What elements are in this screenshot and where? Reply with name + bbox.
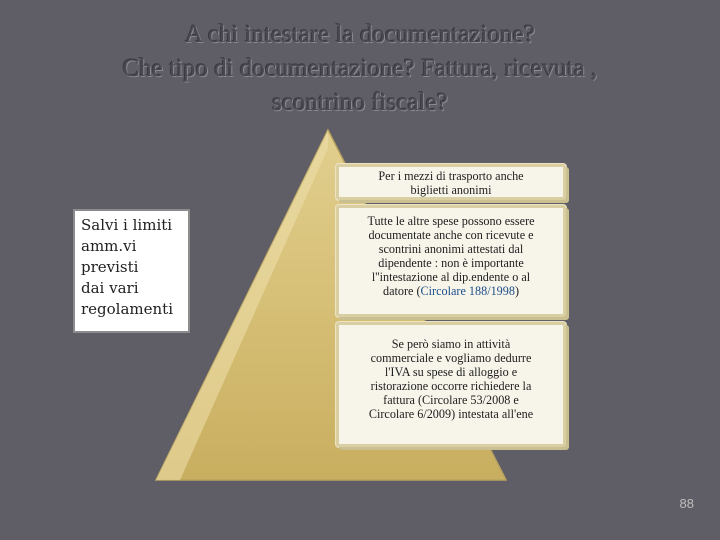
- side-note-line: Salvi i limiti: [81, 216, 173, 234]
- side-note-line: regolamenti: [81, 300, 174, 318]
- side-note-box: [73, 209, 190, 333]
- card-other-expenses: [336, 205, 566, 317]
- card-line: fattura (Circolare 53/2008 e: [383, 393, 519, 407]
- card-transport: [336, 164, 566, 200]
- card-line: scontrini anonimi attestati dal: [378, 242, 524, 256]
- card-vat-deduction: [336, 322, 566, 447]
- title-line-2: Che tipo di documentazione? Fattura, ricevuta ,: [122, 55, 598, 82]
- card-line: dipendente : non è importante: [378, 256, 524, 270]
- side-note-line: dai vari: [81, 279, 139, 297]
- side-note-line: amm.vi: [81, 237, 137, 255]
- card-line: l''intestazione al dip.endente o al: [371, 270, 531, 284]
- card-text: ): [514, 284, 520, 298]
- page-number: 88: [679, 496, 694, 511]
- card-line: l'IVA su spese di alloggio e: [384, 365, 518, 379]
- card-line: ristorazione occorre richiedere la: [370, 379, 532, 393]
- card-line: commerciale e vogliamo dedurre: [370, 351, 532, 365]
- title-line-1: A chi intestare la documentazione?: [185, 21, 535, 48]
- card-text: datore (: [382, 284, 421, 298]
- card-line: Per i mezzi di trasporto anche: [378, 169, 524, 183]
- circolare-link[interactable]: Circolare 188/1998: [420, 284, 515, 298]
- side-note-line: previsti: [81, 258, 139, 276]
- card-line: Circolare 6/2009) intestata all'ene: [368, 407, 534, 421]
- card-line: Se però siamo in attività: [391, 337, 511, 351]
- card-line: Tutte le altre spese possono essere: [367, 214, 535, 228]
- card-line: documentate anche con ricevute e: [368, 228, 534, 242]
- card-line: biglietti anonimi: [410, 183, 492, 197]
- card-line: [345, 284, 557, 298]
- title-line-3: scontrino fiscale?: [272, 89, 448, 116]
